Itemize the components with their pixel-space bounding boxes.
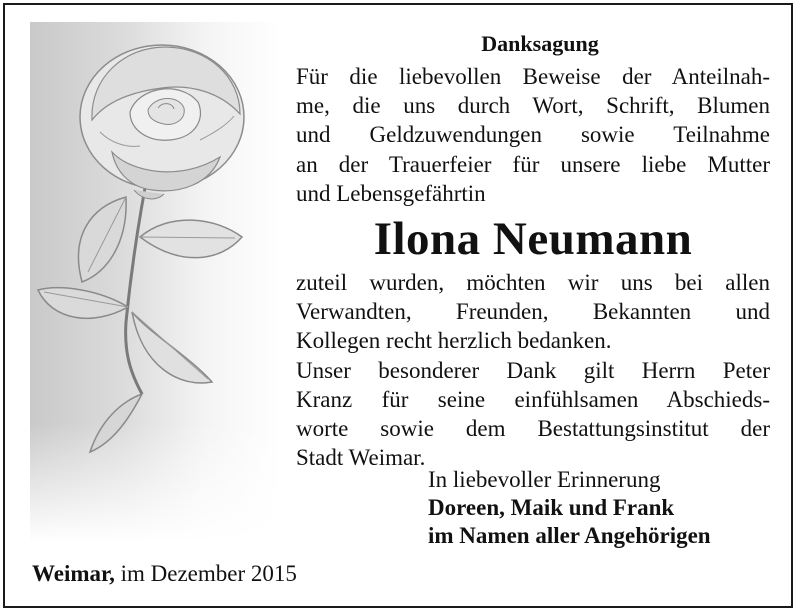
body-line: zuteil wurden, möchten wir uns bei allen	[296, 270, 770, 296]
rose-illustration	[30, 22, 280, 542]
notice-heading: Danksagung	[481, 31, 599, 56]
closing-phrase: In liebevoller Erinnerung	[428, 467, 661, 492]
main-text-column	[296, 30, 770, 472]
body-line: worte sowie dem Bestattungsinstitut der	[296, 416, 770, 442]
intro-line: an der Trauerfeier für unsere liebe Mutter	[296, 151, 770, 177]
body-line: Kranz für seine einfühlsamen Abschieds-	[296, 386, 770, 412]
mourner-group: im Namen aller Angehörigen	[428, 523, 711, 548]
footer-city: Weimar,	[32, 561, 115, 586]
mourner-names: Doreen, Maik und Frank	[428, 495, 675, 520]
intro-line: und Lebensgefährtin	[296, 180, 486, 206]
deceased-name: Ilona Neumann	[373, 213, 693, 266]
intro-paragraph	[296, 62, 770, 208]
rose-leaves	[38, 197, 242, 452]
intro-line: und Geldzuwendungen sowie Teilnahme	[296, 122, 770, 148]
body-line: Stadt Weimar.	[296, 445, 426, 471]
body-line: Unser besonderer Dank gilt Herrn Peter	[296, 357, 770, 383]
intro-line: me, die uns durch Wort, Schrift, Blumen	[296, 93, 770, 119]
body-line: Kollegen recht herzlich bedanken.	[296, 328, 612, 354]
body-line: Verwandten, Freunden, Bekannten und	[296, 299, 770, 325]
place-date-line	[32, 560, 297, 588]
footer-date: im Dezember 2015	[114, 561, 297, 586]
body-paragraph	[296, 268, 770, 472]
rose-bloom	[80, 45, 244, 199]
intro-line: Für die liebevollen Beweise der Anteilnah-	[296, 64, 770, 89]
closing-block	[428, 466, 778, 550]
